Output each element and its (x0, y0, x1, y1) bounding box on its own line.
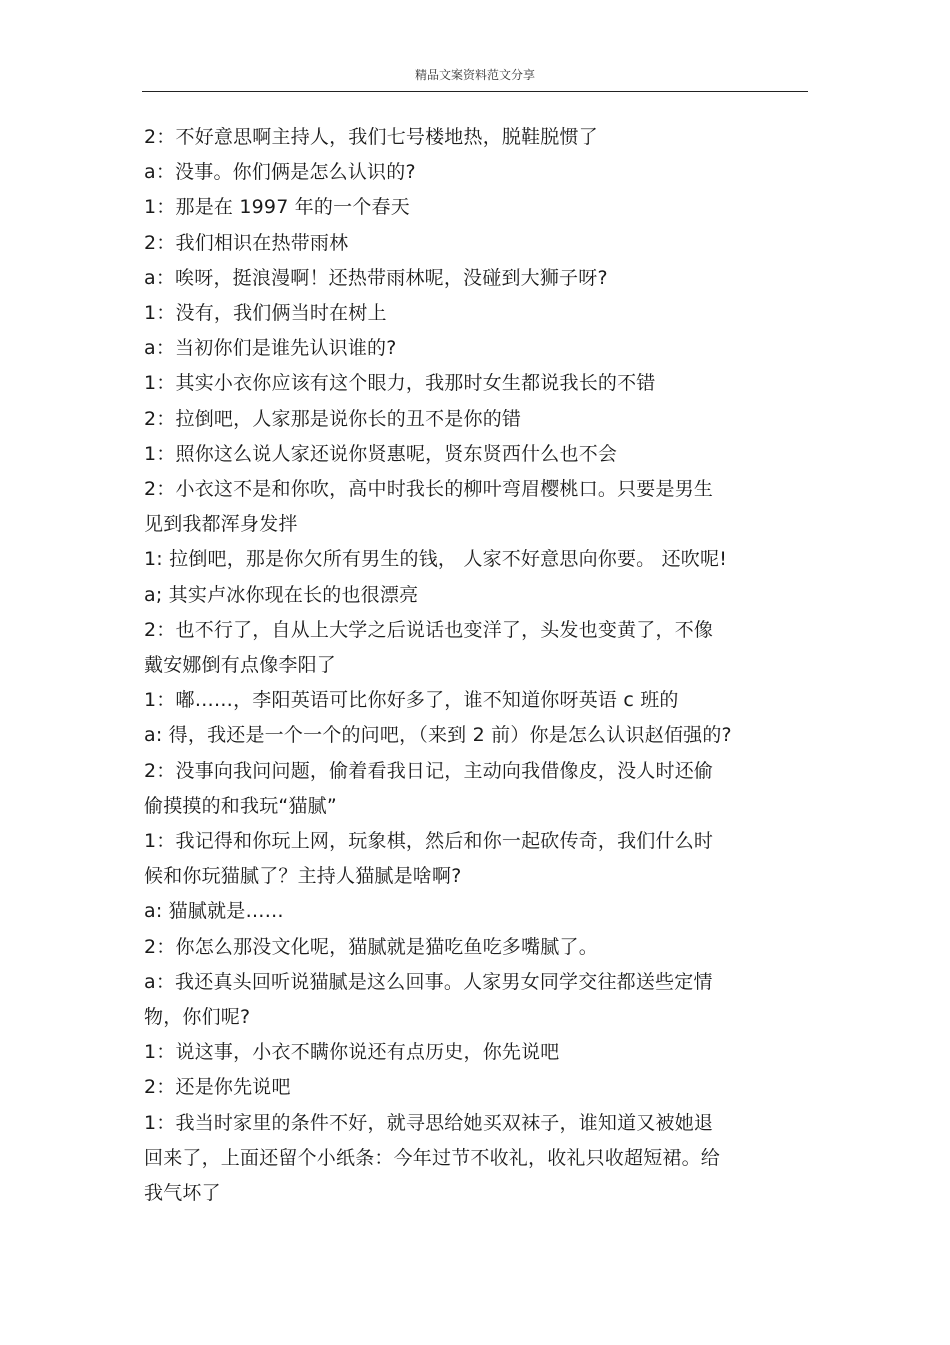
page-header: 精品文案资料范文分享 (414, 68, 535, 82)
dialogue-line: 2：没事向我问问题，偷着看我日记，主动向我借像皮，没人时还偷 (144, 759, 714, 782)
dialogue-line: a：当初你们是谁先认识谁的? (144, 337, 397, 360)
dialogue-line: 2：不好意思啊主持人，我们七号楼地热，脱鞋脱惯了 (144, 126, 598, 148)
dialogue-line: a：唉呀，挺浪漫啊！还热带雨林呢，没碰到大狮子呀? (144, 266, 608, 289)
dialogue-line: 2：小衣这不是和你吹，高中时我长的柳叶弯眉樱桃口。只要是男生 (144, 478, 714, 501)
dialogue-line: 1：其实小衣你应该有这个眼力，我那时女生都说我长的不错 (144, 372, 656, 395)
dialogue-line: 2：我们相识在热带雨林 (144, 231, 349, 254)
dialogue-line: 我气坏了 (144, 1182, 221, 1205)
dialogue-line: a; 其实卢冰你现在长的也很漂亮 (144, 583, 419, 606)
dialogue-line: 1：我当时家里的条件不好，就寻思给她买双袜子，谁知道又被她退 (144, 1111, 714, 1134)
dialogue-line: 2：你怎么那没文化呢，猫腻就是猫吃鱼吃多嘴腻了。 (144, 935, 598, 958)
dialogue-line: 见到我都浑身发拌 (144, 513, 298, 536)
document-body (144, 120, 794, 1211)
dialogue-line: a: 得，我还是一个一个的问吧，（来到 2 前）你是怎么认识赵佰强的? (144, 724, 732, 747)
dialogue-line: 1：说这事，小衣不瞒你说还有点历史，你先说吧 (144, 1041, 560, 1064)
dialogue-line: a：没事。你们俩是怎么认识的? (144, 161, 416, 184)
dialogue-line: a: 猫腻就是…… (144, 900, 284, 923)
dialogue-line: 候和你玩猫腻了？主持人猫腻是啥啊? (144, 865, 462, 888)
dialogue-line: a：我还真头回听说猫腻是这么回事。人家男女同学交往都送些定情 (144, 970, 713, 993)
dialogue-line: 1: 拉倒吧，那是你欠所有男生的钱， 人家不好意思向你要。 还吹呢! (144, 548, 728, 571)
dialogue-line: 戴安娜倒有点像李阳了 (144, 654, 337, 677)
dialogue-line: 回来了，上面还留个小纸条：今年过节不收礼，收礼只收超短裙。给 (144, 1146, 721, 1169)
dialogue-line: 偷摸摸的和我玩“猫腻” (144, 794, 337, 817)
dialogue-line: 1：那是在 1997 年的一个春天 (144, 196, 410, 219)
dialogue-line: 1：照你这么说人家还说你贤惠呢，贤东贤西什么也不会 (144, 442, 618, 465)
dialogue-line: 2：还是你先说吧 (144, 1076, 291, 1099)
dialogue-line: 1：我记得和你玩上网，玩象棋，然后和你一起砍传奇，我们什么时 (144, 830, 714, 853)
header-divider (142, 91, 808, 92)
dialogue-line: 1：没有，我们俩当时在树上 (144, 302, 387, 325)
dialogue-line: 物，你们呢? (144, 1006, 251, 1029)
dialogue-line: 1：嘟……，李阳英语可比你好多了，谁不知道你呀英语 c 班的 (144, 689, 679, 712)
dialogue-line: 2：拉倒吧，人家那是说你长的丑不是你的错 (144, 407, 522, 430)
dialogue-line: 2：也不行了，自从上大学之后说话也变洋了，头发也变黄了，不像 (144, 618, 714, 641)
